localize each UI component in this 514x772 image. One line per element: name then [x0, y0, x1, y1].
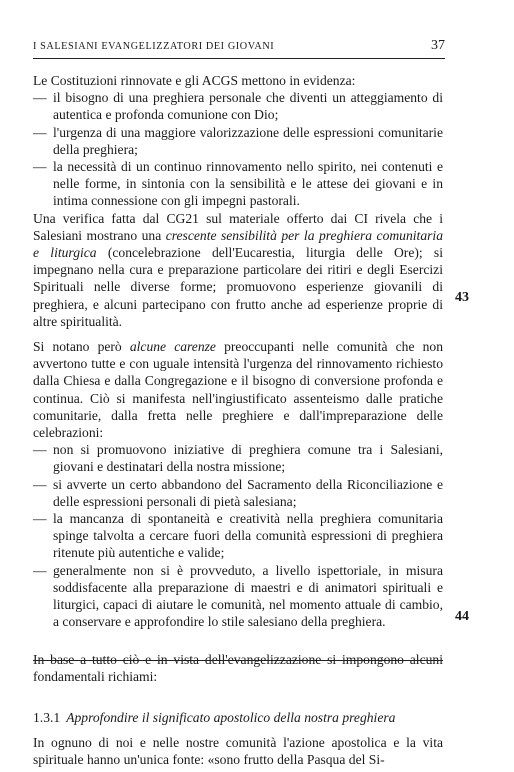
list-item	[33, 89, 443, 123]
margin-number-44: 44	[455, 609, 469, 624]
list-item-text: l'urgenza di una maggiore valorizzazione delle espressioni comunitarie della preghiera;	[53, 124, 443, 157]
text-run: Una verifica fatta dal CG21 sul materiale offerto dai CI rivela che i Salesiani mostrano una	[33, 210, 443, 243]
dash-bullet: —	[33, 90, 47, 106]
dash-bullet: —	[33, 562, 47, 578]
section-rule	[33, 660, 443, 661]
list-item-text: il bisogno di una preghiera personale che diventi un atteggiamento di autentica e profonda comunione con Dio;	[53, 90, 443, 123]
list-item	[33, 158, 443, 210]
list-item	[33, 510, 443, 562]
text-run: Si notano però	[33, 339, 130, 355]
section-number: 1.3.1	[33, 709, 61, 725]
page-number: 37	[431, 38, 445, 53]
list-item	[33, 562, 443, 631]
list-item	[33, 124, 443, 158]
margin-number-43: 43	[455, 290, 469, 305]
dash-bullet: —	[33, 476, 47, 492]
section-heading	[33, 709, 443, 726]
list-item	[33, 441, 443, 475]
header-rule	[33, 58, 445, 59]
verification-paragraph	[33, 210, 443, 330]
closing-paragraph: In ognuno di noi e nelle nostre comunità l'azione apostolica e la vita spirituale hanno un'unica fonte: «sono frutto della Pasqua del Si-	[33, 735, 443, 768]
shortcomings-paragraph	[33, 338, 443, 441]
list-evidence	[33, 89, 443, 209]
dash-bullet: —	[33, 159, 47, 175]
dash-bullet: —	[33, 511, 47, 527]
list-item-text: si avverte un certo abbandono del Sacramento della Riconciliazione e delle espressioni personali di pietà salesiana;	[53, 476, 443, 509]
list-item-text: generalmente non si è provveduto, a livello ispettoriale, in misura soddisfacente alla preparazione di maestri e di animatori spirituali e liturgici, capaci di aiutare le comunità, nel momento attuale di cambio, a conservare e approfondire lo stile salesiano della preghiera.	[53, 562, 443, 630]
dash-bullet: —	[33, 124, 47, 140]
text-run: preoccupanti nelle comunità che non avvertono tutte e con uguale intensità l'urgenza del rinnovamento richiesto dalla Chiesa e dalla Congregazione e il bisogno di conversione profonda e continua. Ciò si manifesta nell'ingiustificato assenteismo dalle pratiche comunitarie, dalla fretta nelle preghiere e dall'impreparazione delle celebrazioni:	[33, 339, 444, 441]
body-text	[33, 72, 443, 769]
list-item-text: la necessità di un continuo rinnovamento nello spirito, nei contenuti e nelle forme, in sintonia con la sensibilità e le attese dei giovani e in intima connessione con gli impegni pastorali.	[53, 159, 443, 209]
list-item-text: non si promuovono iniziative di preghiera comune tra i Salesiani, giovani e destinatari della nostra missione;	[53, 442, 443, 475]
italic-run: alcune carenze	[129, 339, 216, 355]
running-header	[33, 40, 445, 56]
running-title: I SALESIANI EVANGELIZZATORI DEI GIOVANI	[33, 41, 275, 52]
reminders-paragraph: In base a tutto ciò e in vista dell'evangelizzazione si impongono alcuni fondamentali richiami:	[33, 651, 443, 684]
text-run: (concelebrazione dell'Eucarestia, liturgia delle Ore); si impegnano nella cura e preparazione particolare dei ritiri e degli Esercizi Spirituali nelle diverse forme; promuovono esperienze giovanili di preghiera, e alcuni partecipano con frutto anche ad esperienze proprie di altre spiritualità.	[33, 245, 443, 329]
intro-paragraph: Le Costituzioni rinnovate e gli ACGS mettono in evidenza:	[33, 73, 356, 88]
dash-bullet: —	[33, 442, 47, 458]
section-title: Approfondire il significato apostolico della nostra preghiera	[66, 709, 396, 725]
list-item	[33, 476, 443, 510]
list-shortcomings	[33, 441, 443, 630]
italic-run: crescente sensibilità per la preghiera comunitaria e liturgica	[33, 227, 443, 261]
list-item-text: la mancanza di spontaneità e creatività nella preghiera comunitaria spinge talvolta a cercare fuori della comunità espressioni di preghiera ritenute più autentiche e valide;	[53, 511, 443, 561]
